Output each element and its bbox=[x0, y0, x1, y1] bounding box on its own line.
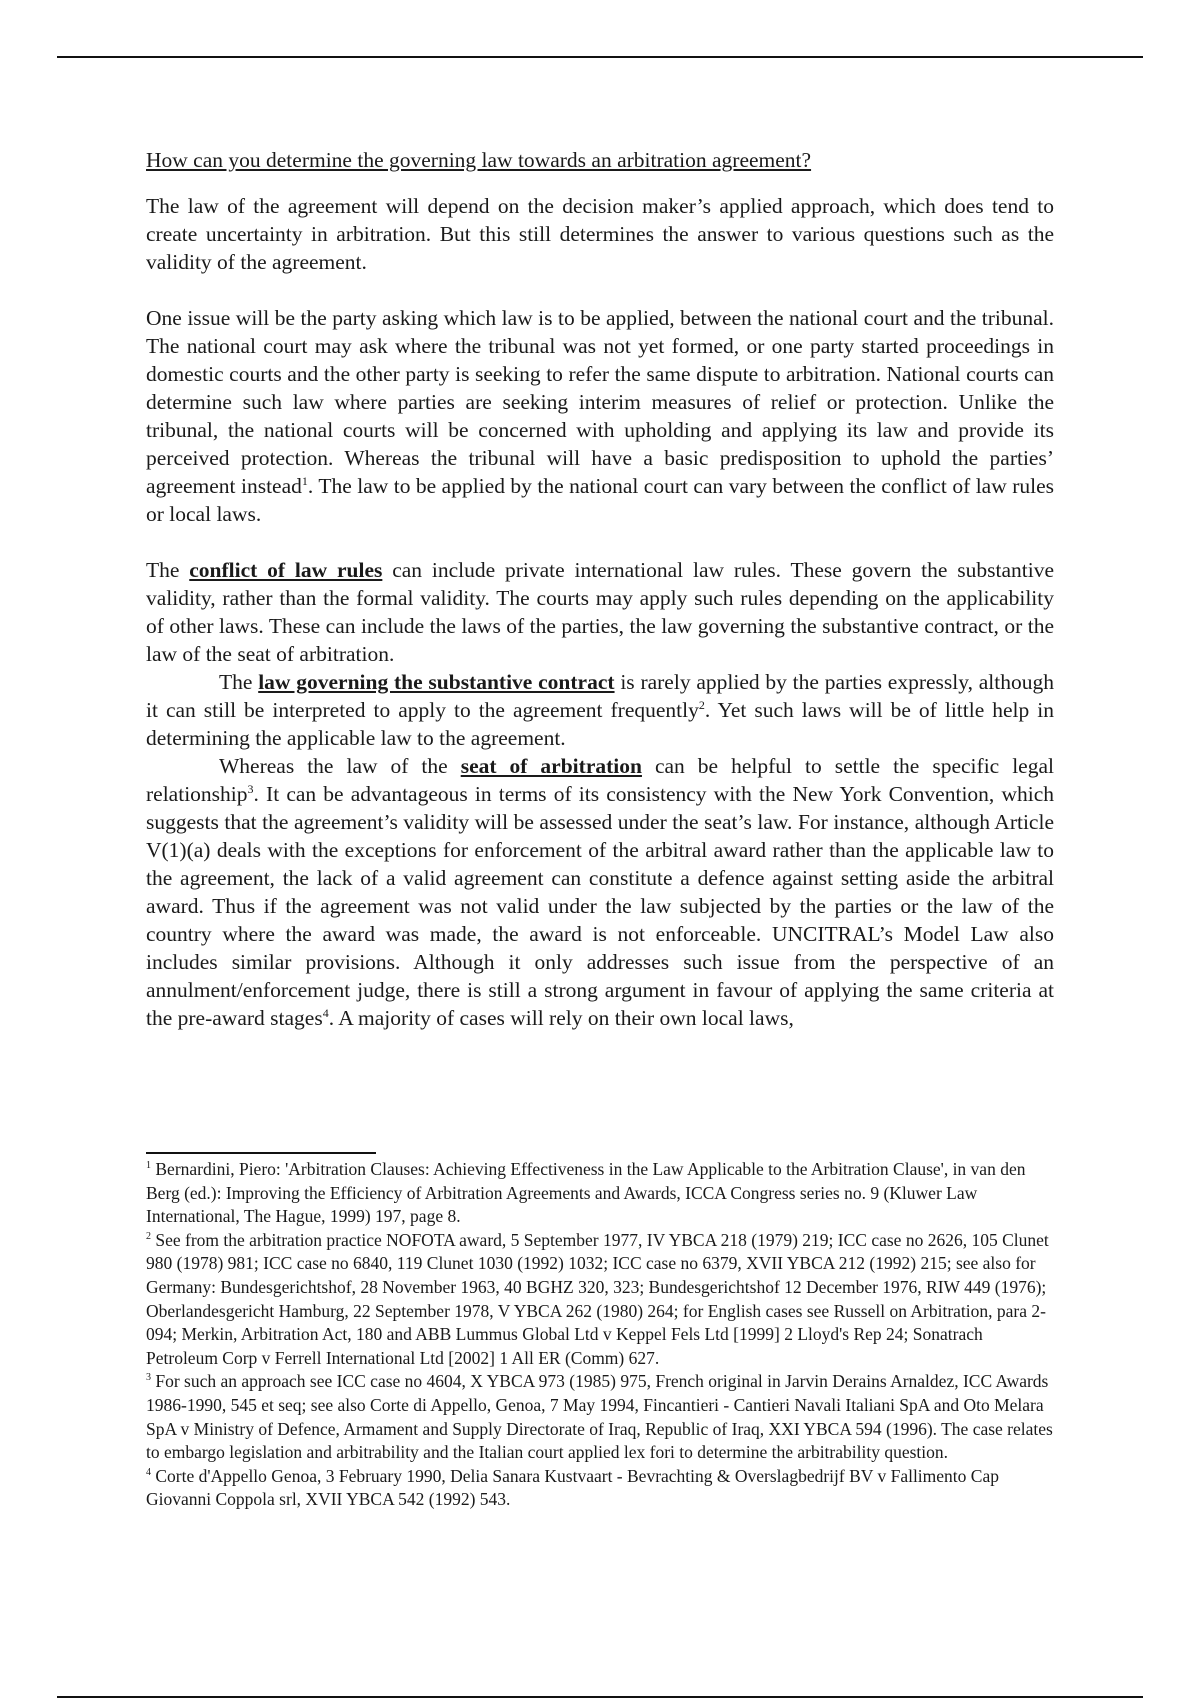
paragraph-5-mid2: . It can be advantageous in terms of its consistency with the New York Convention, which suggests that the agreement’s validity will be assessed under the seat’s law. For instance, although Article V(1)(a) deals with the exceptions for enforcement of the arbitral award rather than the applicable law to the agreement, the lack of a valid agreement can constitute a defence against setting aside the arbitral award. Thus if the agreement was not valid under the law subjected by the parties or the law of the country where the award was made, the award is not enforceable. UNCITRAL’s Model Law also includes similar provisions. Although it only addresses such issue from the perspective of an annulment/enforcement judge, there is still a strong argument in favour of applying the same criteria at the pre-award stages bbox=[146, 782, 1054, 1030]
footer-rule bbox=[57, 1696, 1143, 1698]
paragraph-5-post: . A majority of cases will rely on their own local laws, bbox=[328, 1006, 794, 1030]
paragraph-3-post: can include private international law rules. These govern the substantive validity, rather than the formal validity. The courts may apply such rules depending on the applicability of other laws. These can include the laws of the parties, the law governing the substantive contract, or the law of the seat of arbitration. bbox=[146, 558, 1054, 666]
paragraph-5 bbox=[146, 752, 1054, 1032]
footnote-ref-4[interactable]: 4 bbox=[322, 1005, 329, 1020]
term-conflict-of-law-rules: conflict of law rules bbox=[189, 558, 383, 582]
term-substantive-contract: law governing the substantive contract bbox=[258, 670, 615, 694]
paragraph-5-pre: Whereas the law of the bbox=[219, 754, 461, 778]
footnote-3-number: 3 bbox=[146, 1372, 151, 1384]
page-body bbox=[146, 146, 1054, 1032]
footnote-4-number: 4 bbox=[146, 1466, 151, 1478]
footnote-2 bbox=[146, 1229, 1054, 1371]
footnote-4 bbox=[146, 1465, 1054, 1512]
footnote-3-text: For such an approach see ICC case no 4604, X YBCA 973 (1985) 975, French original in Jarvin Derains Arnaldez, ICC Awards 1986-1990, 545 et seq; see also Corte di Appello, Genoa, 7 May 1994, Fincantieri - Cantieri Navali Italiani SpA and Oto Melara SpA v Ministry of Defence, Armament and Supply Directorate of Iraq, Republic of Iraq, XXI YBCA 594 (1996). The case relates to embargo legislation and arbitrability and the Italian court applied lex fori to determine the arbitrability question. bbox=[146, 1371, 1053, 1463]
footnote-1-text: Bernardini, Piero: 'Arbitration Clauses: Achieving Effectiveness in the Law Applicable to the Arbitration Clause', in van den Berg (ed.): Improving the Efficiency of Arbitration Agreements and Awards, ICCA Congress series no. 9 (Kluwer Law International, The Hague, 1999) 197, page 8. bbox=[146, 1159, 1026, 1227]
footnote-2-number: 2 bbox=[146, 1230, 151, 1242]
term-seat-of-arbitration: seat of arbitration bbox=[460, 754, 642, 778]
footnote-ref-3[interactable]: 3 bbox=[247, 781, 254, 796]
footnote-1 bbox=[146, 1158, 1054, 1229]
paragraph-1: The law of the agreement will depend on the decision maker’s applied approach, which does tend to create uncertainty in arbitration. But this still determines the answer to various questions such as the validity of the agreement. bbox=[146, 194, 1054, 274]
footnote-3 bbox=[146, 1370, 1054, 1464]
footnote-ref-2[interactable]: 2 bbox=[698, 697, 705, 712]
footnote-separator bbox=[146, 1152, 376, 1154]
paragraph-3 bbox=[146, 556, 1054, 668]
paragraph-4-pre: The bbox=[219, 670, 259, 694]
paragraph-2-text-b: . The law to be applied by the national court can vary between the conflict of law rules or local laws. bbox=[146, 474, 1054, 526]
paragraph-2 bbox=[146, 304, 1054, 528]
paragraph-4-post: . Yet such laws will be of little help in determining the applicable law to the agreement. bbox=[146, 698, 1055, 750]
section-title: How can you determine the governing law towards an arbitration agreement? bbox=[146, 148, 812, 172]
paragraph-4 bbox=[146, 668, 1054, 752]
footnote-ref-1[interactable]: 1 bbox=[301, 473, 308, 488]
footnote-1-number: 1 bbox=[146, 1160, 151, 1172]
header-rule bbox=[57, 56, 1143, 58]
paragraph-4-mid: is rarely applied by the parties expressly, although it can still be interpreted to apply to the agreement frequently bbox=[146, 670, 1054, 722]
paragraph-5-mid: can be helpful to settle the specific legal relationship bbox=[146, 754, 1054, 806]
paragraph-3-pre: The bbox=[146, 558, 190, 582]
footnotes bbox=[146, 1158, 1054, 1512]
footnote-2-text: See from the arbitration practice NOFOTA award, 5 September 1977, IV YBCA 218 (1979) 219; ICC case no 2626, 105 Clunet 980 (1978) 981; ICC case no 6840, 119 Clunet 1030 (1992) 1032; ICC case no 6379, XVII YBCA 212 (1992) 215; see also for Germany: Bundesgerichtshof, 28 November 1963, 40 BGHZ 320, 323; Bundesgerichtshof 12 December 1976, RIW 449 (1976); Oberlandesgericht Hamburg, 22 September 1978, V YBCA 262 (1980) 264; for English cases see Russell on Arbitration, para 2-094; Merkin, Arbitration Act, 180 and ABB Lummus Global Ltd v Keppel Fels Ltd [1999] 2 Lloyd's Rep 24; Sonatrach Petroleum Corp v Ferrell International Ltd [2002] 1 All ER (Comm) 627. bbox=[146, 1229, 1049, 1368]
footnote-4-text: Corte d'Appello Genoa, 3 February 1990, Delia Sanara Kustvaart - Bevrachting & Overslagbedrijf BV v Fallimento Cap Giovanni Coppola srl, XVII YBCA 542 (1992) 543. bbox=[146, 1465, 999, 1510]
paragraph-2-text-a: One issue will be the party asking which law is to be applied, between the national court and the tribunal. The national court may ask where the tribunal was not yet formed, or one party started proceedings in domestic courts and the other party is seeking to refer the same dispute to arbitration. National courts can determine such law where parties are seeking interim measures of relief or protection. Unlike the tribunal, the national courts will be concerned with upholding and applying its law and provide its perceived protection. Whereas the tribunal will have a basic predisposition to uphold the parties’ agreement instead bbox=[146, 306, 1054, 498]
